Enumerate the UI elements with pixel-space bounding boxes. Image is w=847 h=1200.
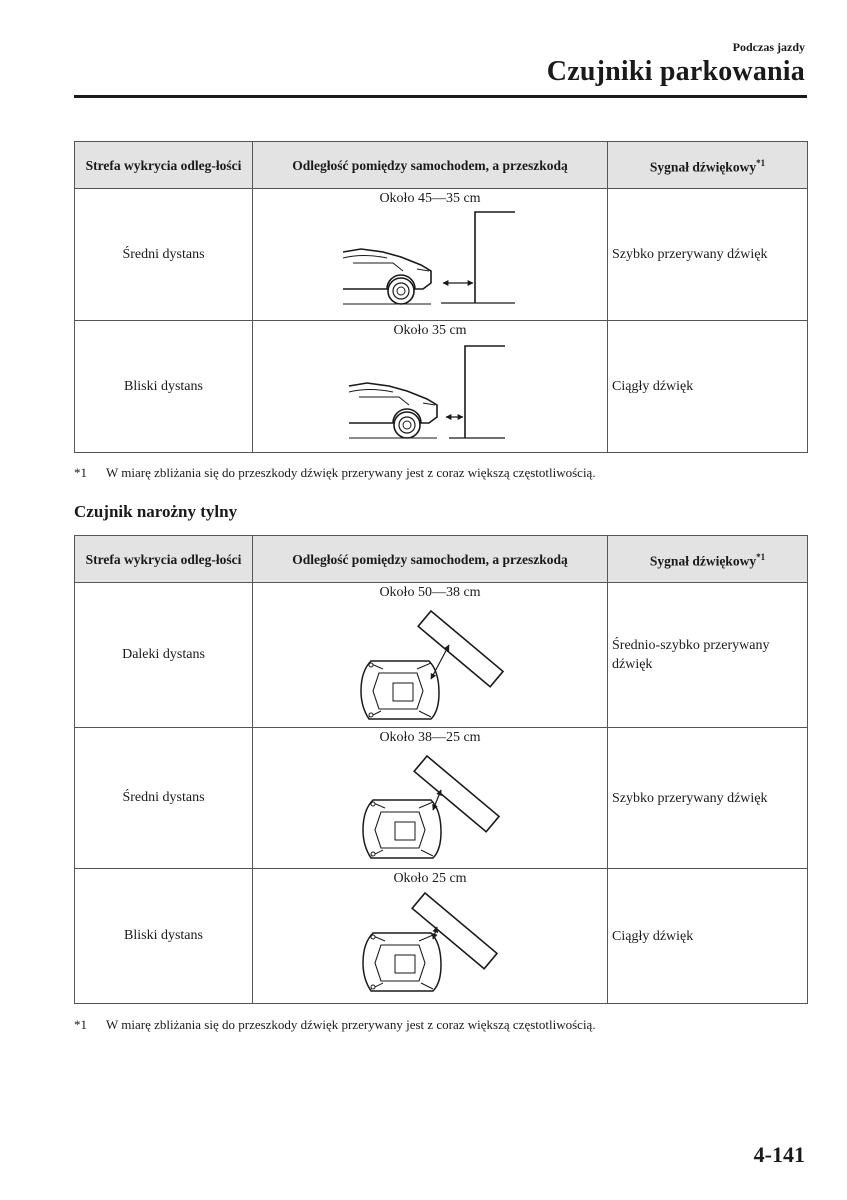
signal-cell: Ciągły dźwięk xyxy=(608,869,808,1004)
signal-cell: Średnio-szybko przerywany dźwięk xyxy=(608,583,808,728)
table-header-row xyxy=(75,142,808,189)
title-rule xyxy=(74,95,807,98)
page-number: 4-141 xyxy=(753,1142,805,1167)
parking-sensor-table-corner xyxy=(74,535,808,1004)
header-signal xyxy=(608,142,808,189)
parking-sensor-table-rear xyxy=(74,141,808,453)
footnote-mark: *1 xyxy=(74,1017,87,1032)
zone-cell: Średni dystans xyxy=(75,189,253,321)
header-zone: Strefa wykrycia odleg-łości xyxy=(75,142,253,189)
zone-cell: Daleki dystans xyxy=(75,583,253,728)
zone-cell: Średni dystans xyxy=(75,728,253,869)
diagram-cell xyxy=(253,321,608,453)
distance-label: Około 45―35 cm xyxy=(379,191,481,206)
footnote-ref: *1 xyxy=(756,551,766,562)
footnote-mark: *1 xyxy=(74,465,87,480)
header-distance: Odległość pomiędzy samochodem, a przeszkodą xyxy=(253,536,608,583)
zone-cell: Bliski dystans xyxy=(75,321,253,453)
signal-cell: Ciągły dźwięk xyxy=(608,321,808,453)
table-row xyxy=(75,728,808,869)
table-row xyxy=(75,583,808,728)
footnote xyxy=(74,1017,596,1033)
rear-sensor-diagram xyxy=(253,189,608,321)
distance-label: Około 38―25 cm xyxy=(379,730,481,745)
diagram-cell xyxy=(253,728,608,869)
footnote-text: W miarę zbliżania się do przeszkody dźwięk przerywany jest z coraz większą częstotliwością. xyxy=(106,465,596,480)
signal-cell: Szybko przerywany dźwięk xyxy=(608,728,808,869)
footnote-text: W miarę zbliżania się do przeszkody dźwięk przerywany jest z coraz większą częstotliwością. xyxy=(106,1017,596,1032)
diagram-cell xyxy=(253,869,608,1004)
corner-sensor-diagram xyxy=(253,869,608,1004)
corner-sensor-diagram xyxy=(253,728,608,869)
header-signal-label: Sygnał dźwiękowy xyxy=(649,159,757,175)
table-row xyxy=(75,189,808,321)
rear-sensor-diagram xyxy=(253,321,608,453)
header-zone: Strefa wykrycia odleg-łości xyxy=(75,536,253,583)
subsection-title: Czujnik narożny tylny xyxy=(74,502,238,521)
corner-sensor-diagram xyxy=(253,583,608,728)
table-row xyxy=(75,321,808,453)
header-signal-label: Sygnał dźwiękowy xyxy=(649,553,757,569)
page-title: Czujniki parkowania xyxy=(546,56,805,87)
footnote xyxy=(74,465,596,481)
table-header-row xyxy=(75,536,808,583)
header-signal xyxy=(608,536,808,583)
signal-cell: Szybko przerywany dźwięk xyxy=(608,189,808,321)
distance-label: Około 25 cm xyxy=(393,871,467,886)
distance-label: Około 35 cm xyxy=(393,323,467,338)
header-distance: Odległość pomiędzy samochodem, a przeszkodą xyxy=(253,142,608,189)
section-label: Podczas jazdy xyxy=(732,40,805,54)
footnote-ref: *1 xyxy=(756,157,766,168)
table-row xyxy=(75,869,808,1004)
diagram-cell xyxy=(253,189,608,321)
distance-label: Około 50―38 cm xyxy=(379,585,481,600)
zone-cell: Bliski dystans xyxy=(75,869,253,1004)
diagram-cell xyxy=(253,583,608,728)
